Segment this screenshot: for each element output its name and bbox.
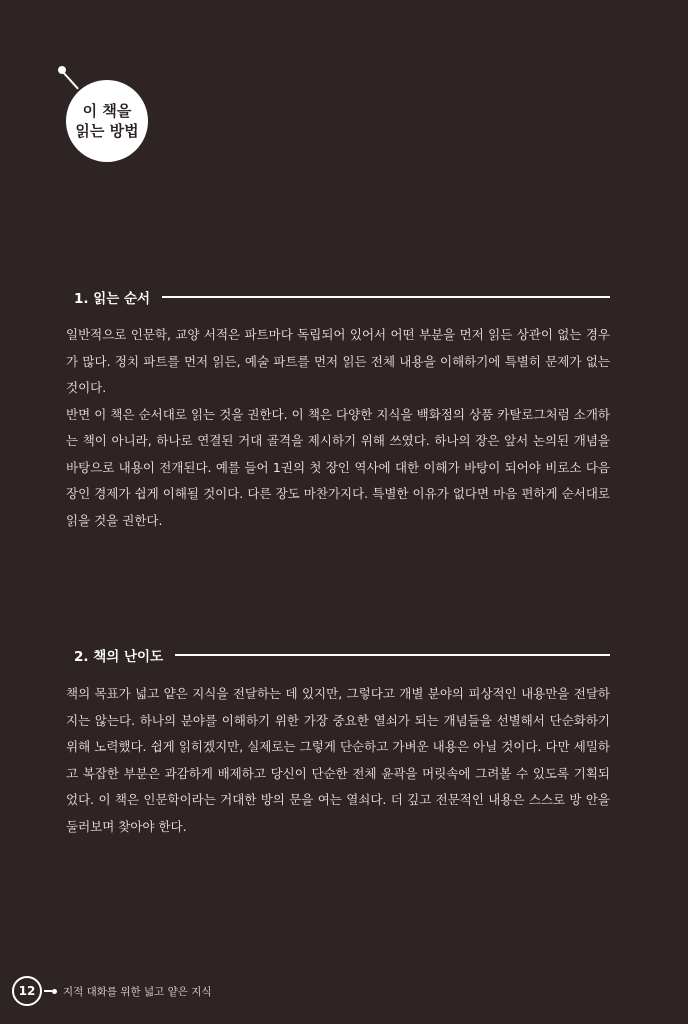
section-divider xyxy=(162,296,610,298)
paragraph: 책의 목표가 넓고 얕은 지식을 전달하는 데 있지만, 그렇다고 개별 분야의 피상적인 내용만을 전달하지는 않는다. 하나의 분야를 이해하기 위한 가장 중요한 열쇠가 되는 개념들을 선별해서 단순화하기 위해 노력했다. 쉽게 읽히겠지만, 실제로는 그렇게 단순하고 가벼운 내용은 아닐 것이다. 다만 세밀하고 복잡한 부분은 과감하게 배제하고 당신이 단순한 전체 윤곽을 머릿속에 그려볼 수 있도록 기획되었다. 이 책은 인문학이라는 거대한 방의 문을 여는 열쇠다. 더 깊고 전문적인 내용은 스스로 방 안을 둘러보며 찾아야 한다. xyxy=(66,686,610,834)
badge-line-1: 이 책을 xyxy=(82,102,132,120)
badge-pointer-dot xyxy=(58,66,66,74)
section-heading-reading-order xyxy=(74,287,610,307)
section-title: 1. 읽는 순서 xyxy=(74,291,151,307)
section-title: 2. 책의 난이도 xyxy=(74,649,164,665)
badge-line-2: 읽는 방법 xyxy=(75,122,139,140)
footer-dot xyxy=(52,989,57,994)
running-title: 지적 대화를 위한 넓고 얕은 지식 xyxy=(63,985,212,998)
paragraph: 반면 이 책은 순서대로 읽는 것을 권한다. 이 책은 다양한 지식을 백화점의 상품 카탈로그처럼 소개하는 책이 아니라, 하나로 연결된 거대 골격을 제시하기 위해 쓰였다. 하나의 장은 앞서 논의된 개념을 바탕으로 내용이 전개된다. 예를 들어 1권의 첫 장인 역사에 대한 이해가 바탕이 되어야 비로소 다음 장인 경제가 쉽게 이해될 것이다. 다른 장도 마찬가지다. 특별한 이유가 없다면 마음 편하게 순서대로 읽을 것을 권한다. xyxy=(66,406,610,528)
section-body-reading-order xyxy=(66,322,610,534)
section-heading-difficulty xyxy=(74,645,610,665)
chapter-badge xyxy=(58,66,148,162)
page-footer xyxy=(12,974,212,1008)
section-body-difficulty xyxy=(66,681,610,840)
footer-connector-line xyxy=(44,990,52,992)
page-number: 12 xyxy=(12,976,42,1006)
badge-circle xyxy=(66,80,148,162)
section-divider xyxy=(175,654,610,656)
paragraph: 일반적으로 인문학, 교양 서적은 파트마다 독립되어 있어서 어떤 부분을 먼저 읽든 상관이 없는 경우가 많다. 정치 파트를 먼저 읽든, 예술 파트를 먼저 읽든 전체 내용을 이해하기에 특별히 문제가 없는 것이다. xyxy=(66,327,610,395)
